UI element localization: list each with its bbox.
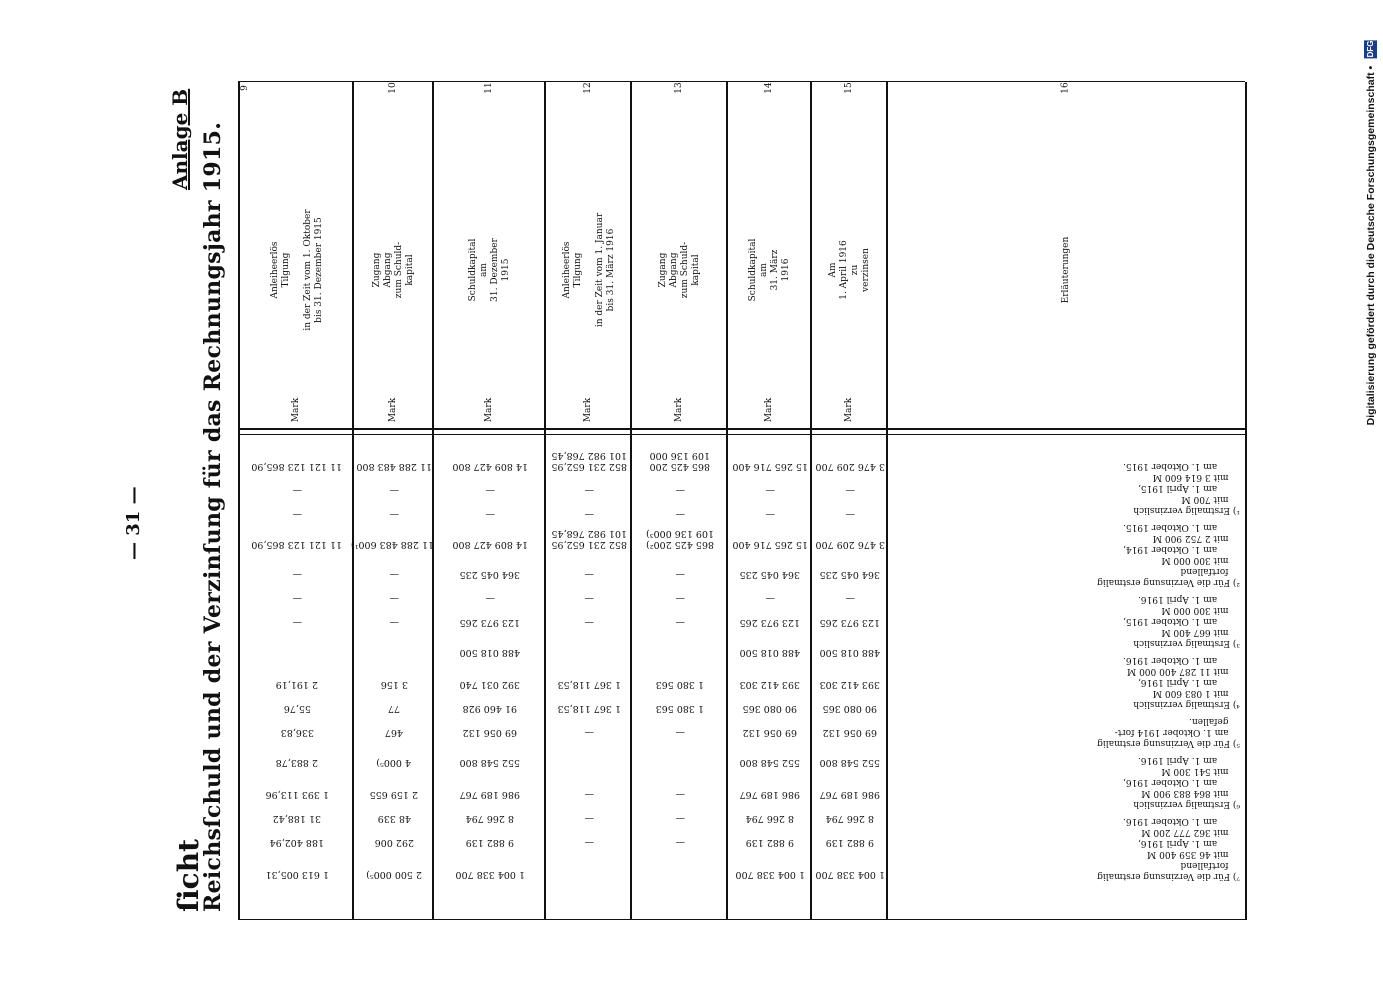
table-cell: 393 412 303 xyxy=(819,679,881,690)
table-cell: 865 425 200²) 109 136 000³) xyxy=(646,528,714,550)
heading-left: ſicht xyxy=(172,838,205,912)
footnote: ⁵) Für die Verzinsung erstmalig am 1. Oktober 1914 fort- gefallen. xyxy=(1097,716,1240,748)
table-bottom-rule xyxy=(1245,82,1247,920)
column-number: 14 xyxy=(764,82,774,94)
column-unit: Mark xyxy=(291,397,301,423)
table-cell: 15 265 716 400 xyxy=(732,539,808,550)
table-cell: 986 189 767 xyxy=(459,789,521,800)
table-cell: 2 159 655 xyxy=(369,789,419,800)
table-cell: — xyxy=(292,569,302,580)
table-cell: 69 056 132 xyxy=(462,727,518,738)
table-cell: — xyxy=(292,593,302,604)
column-header: Zugang Abgang zum Schuld- kapital xyxy=(372,241,415,299)
table-cell: 364 045 235 xyxy=(459,569,521,580)
footnote: ²) Für die Verzinsung erstmalig fortfallend mit 300 000 M am 1. Oktober 1914, mit 2 752 900 M am 1. Oktober 1915. xyxy=(1097,522,1240,587)
table-cell: — xyxy=(584,789,594,800)
table-cell: — xyxy=(765,509,775,520)
table-cell: 1 393 113,96 xyxy=(265,789,329,800)
table-cell: 14 809 427 800 xyxy=(452,461,528,472)
table-cell: — xyxy=(675,617,685,628)
table-cell: 392 031 740 xyxy=(459,679,521,690)
table-cell: 1 380 563 xyxy=(655,703,705,714)
table-cell: 488 018 500 xyxy=(819,647,881,658)
table-cell: 4 000⁵) xyxy=(376,757,412,768)
annex-label: Anlage B xyxy=(168,88,192,190)
table-cell: 123 973 265 xyxy=(819,617,881,628)
table-cell: 8 266 794 xyxy=(465,813,515,824)
table-cell: — xyxy=(584,727,594,738)
table-cell: 1 004 338 700 xyxy=(455,869,525,880)
table-cell: 1 004 338 700 xyxy=(735,869,805,880)
table-cell: 8 266 794 xyxy=(825,813,875,824)
table-cell: 91 460 928 xyxy=(462,703,518,714)
table-cell: 552 548 800 xyxy=(739,757,801,768)
table-cell: 188 402,94 xyxy=(269,837,325,848)
table-cell: — xyxy=(485,593,495,604)
table-cell: 1 380 563 xyxy=(655,679,705,690)
table-cell: 69 056 132 xyxy=(822,727,878,738)
table-cell: 852 231 652,95 101 982 768,45 xyxy=(551,450,627,472)
table-cell: 48 339 xyxy=(377,813,411,824)
column-number: 12 xyxy=(583,82,593,94)
table-cell: — xyxy=(584,617,594,628)
table-cell: — xyxy=(584,509,594,520)
footnote: ⁷) Für die Verzinsung erstmalig fortfallend mit 46 359 400 M am 1. April 1916, mit 362 777 200 M am 1. Oktober 1916. xyxy=(1097,816,1240,881)
dfg-logo-badge: DFG xyxy=(1366,41,1375,58)
table-cell: 292 006 xyxy=(374,837,414,848)
column-unit: Mark xyxy=(484,397,494,423)
table-cell: 2 191,19 xyxy=(275,679,319,690)
table-cell: — xyxy=(292,617,302,628)
table-cell: 90 080 365 xyxy=(822,703,878,714)
footnote: ⁴) Erstmalig verzinslich mit 1 083 600 M am 1. April 1916, mit 11 287 400 000 M am 1. Oktober 1916. xyxy=(1123,655,1240,709)
column-number: 9 xyxy=(240,85,250,91)
table-cell: 9 882 139 xyxy=(825,837,875,848)
table-cell: 2 883,78 xyxy=(275,757,319,768)
column-header: Am 1. April 1916 zu verzinsen xyxy=(828,240,871,300)
column-unit: Mark xyxy=(388,397,398,423)
table-cell: — xyxy=(389,509,399,520)
table-cell: 1 004 338 700 xyxy=(815,869,885,880)
table-cell: 14 809 427 800 xyxy=(452,539,528,550)
table-cell: 11 288 483 800 xyxy=(356,461,432,472)
table-cell: 1 367 118,53 xyxy=(557,679,621,690)
table-cell: — xyxy=(675,593,685,604)
table-cell: 393 412 303 xyxy=(739,679,801,690)
column-unit: Mark xyxy=(844,397,854,423)
table-cell: 9 882 139 xyxy=(465,837,515,848)
table-cell: 865 425 200 109 136 000 xyxy=(649,450,711,472)
table-cell: 3 476 209 700 xyxy=(815,539,885,550)
header-divider-rule xyxy=(238,428,1245,430)
table-cell: — xyxy=(675,569,685,580)
table-cell: — xyxy=(765,485,775,496)
page-number: — 31 — xyxy=(123,486,144,560)
table-cell: 2 500 000⁵) xyxy=(366,869,422,880)
table-cell: — xyxy=(389,569,399,580)
table-cell: — xyxy=(845,593,855,604)
table-cell: 852 231 652,95 101 982 768,45 xyxy=(551,528,627,550)
column-number: 15 xyxy=(844,82,854,94)
table-cell: — xyxy=(485,485,495,496)
footnote: ¹) Erstmalig verzinslich mit 700 M am 1. April 1915, mit 3 614 600 M am 1. Oktober 1915. xyxy=(1123,461,1240,515)
table-cell: — xyxy=(675,837,685,848)
table-left-edge xyxy=(238,919,1245,920)
footnote: ⁶) Erstmalig verzinslich mit 864 883 900 M am 1. Oktober 1916, mit 541 300 M am 1. April 1916. xyxy=(1123,755,1240,809)
table-cell: — xyxy=(675,789,685,800)
table-cell: 55,76 xyxy=(283,703,311,714)
table-cell: — xyxy=(389,617,399,628)
table-cell: 488 018 500 xyxy=(739,647,801,658)
table-cell: — xyxy=(584,813,594,824)
table-cell: 1 613 005,31 xyxy=(265,869,329,880)
table-cell: — xyxy=(675,485,685,496)
table-cell: 11 121 123 865,90 xyxy=(251,461,343,472)
table-mid-rule xyxy=(238,434,1245,435)
table-cell: — xyxy=(389,485,399,496)
table-cell: — xyxy=(389,593,399,604)
column-number: 13 xyxy=(674,82,684,94)
table-cell: 552 548 800 xyxy=(819,757,881,768)
table-cell: 3 156 xyxy=(380,679,408,690)
column-number: 11 xyxy=(484,82,494,94)
table-cell: — xyxy=(292,485,302,496)
table-cell: 1 367 118,53 xyxy=(557,703,621,714)
table-cell: — xyxy=(485,509,495,520)
table-cell: — xyxy=(292,509,302,520)
column-header: Zugang Abgang zum Schuld- kapital xyxy=(658,241,701,299)
table-cell: 9 882 139 xyxy=(745,837,795,848)
table-cell: — xyxy=(845,509,855,520)
table-cell: 11 121 123 865,90 xyxy=(251,539,343,550)
credit-text: Digitalisierung gefördert durch die Deutsche Forschungsgemeinschaft • xyxy=(1365,65,1377,426)
column-header: Anleiheerlös Tilgung in der Zeit vom 1. Januar bis 31. März 1916 xyxy=(561,212,616,328)
column-header: Schuldkapital am 31. März 1916 xyxy=(748,238,791,302)
table-cell: 336,83 xyxy=(280,727,314,738)
table-cell: 11 288 483 600¹) xyxy=(350,539,434,550)
column-header: Erläuterungen xyxy=(1061,236,1071,304)
table-cell: — xyxy=(675,509,685,520)
table-cell: 90 080 365 xyxy=(742,703,798,714)
column-unit: Mark xyxy=(583,397,593,423)
column-number: 10 xyxy=(388,82,398,94)
table-cell: — xyxy=(584,837,594,848)
table-cell: — xyxy=(584,569,594,580)
table-cell: — xyxy=(675,727,685,738)
table-cell: — xyxy=(845,485,855,496)
table-cell: — xyxy=(675,813,685,824)
column-number: 16 xyxy=(1060,82,1071,94)
table-cell: 552 548 800 xyxy=(459,757,521,768)
table-cell: 8 266 794 xyxy=(745,813,795,824)
table-cell: 364 045 235 xyxy=(819,569,881,580)
table-cell: — xyxy=(584,485,594,496)
table-cell: 364 045 235 xyxy=(739,569,801,580)
table-cell: 467 xyxy=(384,727,404,738)
column-unit: Mark xyxy=(764,397,774,423)
page-title: Reichsſchuld und der Verzinſung für das Rechnungsjahr 1915. xyxy=(200,121,226,912)
table-cell: 986 189 767 xyxy=(819,789,881,800)
column-unit: Mark xyxy=(674,397,684,423)
table-cell: 488 018 500 xyxy=(459,647,521,658)
table-cell: 77 xyxy=(387,703,401,714)
table-cell: 31 188,42 xyxy=(272,813,322,824)
table-cell: 3 476 209 700 xyxy=(815,461,885,472)
table-cell: 69 056 132 xyxy=(742,727,798,738)
column-header: Anleiheerlös Tilgung in der Zeit vom 1. Oktober bis 31. Dezember 1915 xyxy=(269,209,324,331)
column-header: Schuldkapital am 31. Dezember 1915 xyxy=(468,238,511,302)
table-cell: — xyxy=(765,593,775,604)
table-cell: 123 973 265 xyxy=(739,617,801,628)
table-cell: — xyxy=(584,593,594,604)
footnote: ³) Erstmalig verzinslich mit 667 400 M am 1. Oktober 1915, mit 300 000 M am 1. April 1916. xyxy=(1123,594,1240,648)
table-cell: 123 973 265 xyxy=(459,617,521,628)
table-cell: 15 265 716 400 xyxy=(732,461,808,472)
table-cell: 986 189 767 xyxy=(739,789,801,800)
